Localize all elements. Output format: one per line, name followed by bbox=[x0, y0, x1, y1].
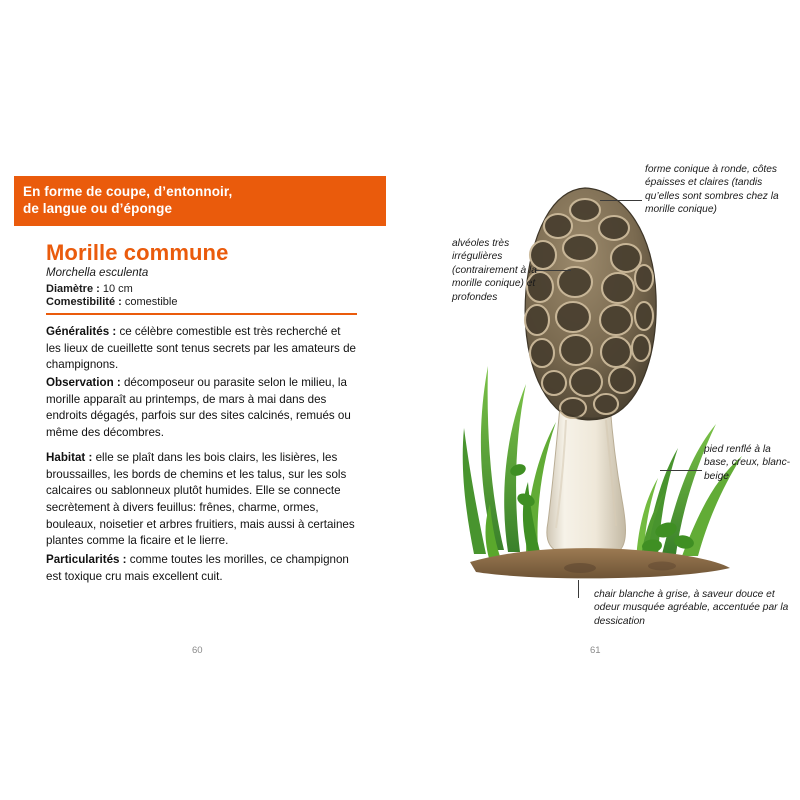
callout-stipe: pied renflé à la base, creux, blanc-beige bbox=[704, 444, 791, 482]
edibility-label: Comestibilité : bbox=[46, 296, 122, 308]
section-habitat bbox=[46, 450, 358, 550]
latin-name: Morchella esculenta bbox=[46, 267, 149, 279]
section-text: décomposeur ou parasite selon le milieu, la morille apparaît au printemps, de mars à mai dans des endroits dégagés, parfois sur des sites calcinés, remués ou même des décombres. bbox=[46, 376, 351, 440]
diameter-label: Diamètre : bbox=[46, 283, 100, 295]
section-observation bbox=[46, 375, 358, 442]
leader-line-flesh bbox=[578, 580, 579, 598]
category-banner bbox=[14, 176, 386, 226]
category-banner-line1: En forme de coupe, d’entonnoir, bbox=[23, 184, 233, 199]
mushroom-cap bbox=[525, 188, 656, 420]
section-heading: Généralités : bbox=[46, 325, 117, 338]
section-heading: Habitat : bbox=[46, 451, 93, 464]
diameter-line bbox=[46, 283, 133, 295]
edibility-value: comestible bbox=[124, 296, 178, 308]
page-title: Morille commune bbox=[46, 240, 229, 265]
leader-line-alveoles bbox=[535, 270, 571, 271]
morel-mushroom-illustration bbox=[430, 170, 770, 590]
leader-line-cap-shape bbox=[600, 200, 642, 201]
edibility-line bbox=[46, 296, 177, 308]
mushroom-stipe bbox=[547, 404, 626, 558]
callout-flesh: chair blanche à grise, à saveur douce et odeur musquée agréable, accentuée par la dessication bbox=[594, 589, 789, 627]
page-number-right: 61 bbox=[590, 645, 601, 656]
leader-line-stipe bbox=[660, 470, 702, 471]
section-heading: Particularités : bbox=[46, 553, 127, 566]
callout-cap-shape: forme conique à ronde, côtes épaisses et claires (tandis qu’elles sont sombres chez la morille conique) bbox=[645, 164, 779, 216]
section-text: ce célèbre comestible est très recherché et les lieux de cueillette sont tenus secrets par les amateurs de champignons. bbox=[46, 325, 356, 372]
callout-alveoles: alvéoles très irrégulières (contrairement à la morille conique) et profondes bbox=[452, 238, 537, 303]
section-heading: Observation : bbox=[46, 376, 121, 389]
section-particularites bbox=[46, 552, 358, 585]
section-text: elle se plaît dans les bois clairs, les lisières, les broussailles, les bords de chemins et les talus, sur les sols calcaires ou sablonneux plutôt humides. Elle se connecte secrètement à divers feuillus: frênes, charme, ormes, bouleaux, noisetier et arbres fruitiers, mais aussi à certaines plantes comme la ficaire et le lierre. bbox=[46, 451, 355, 548]
diameter-value: 10 cm bbox=[102, 283, 133, 295]
section-text: comme toutes les morilles, ce champignon est toxique cru mais excellent cuit. bbox=[46, 553, 349, 583]
category-banner-line2: de langue ou d’éponge bbox=[23, 201, 173, 217]
section-generalites bbox=[46, 324, 358, 374]
page-number-left: 60 bbox=[192, 645, 203, 656]
orange-divider bbox=[46, 313, 357, 315]
